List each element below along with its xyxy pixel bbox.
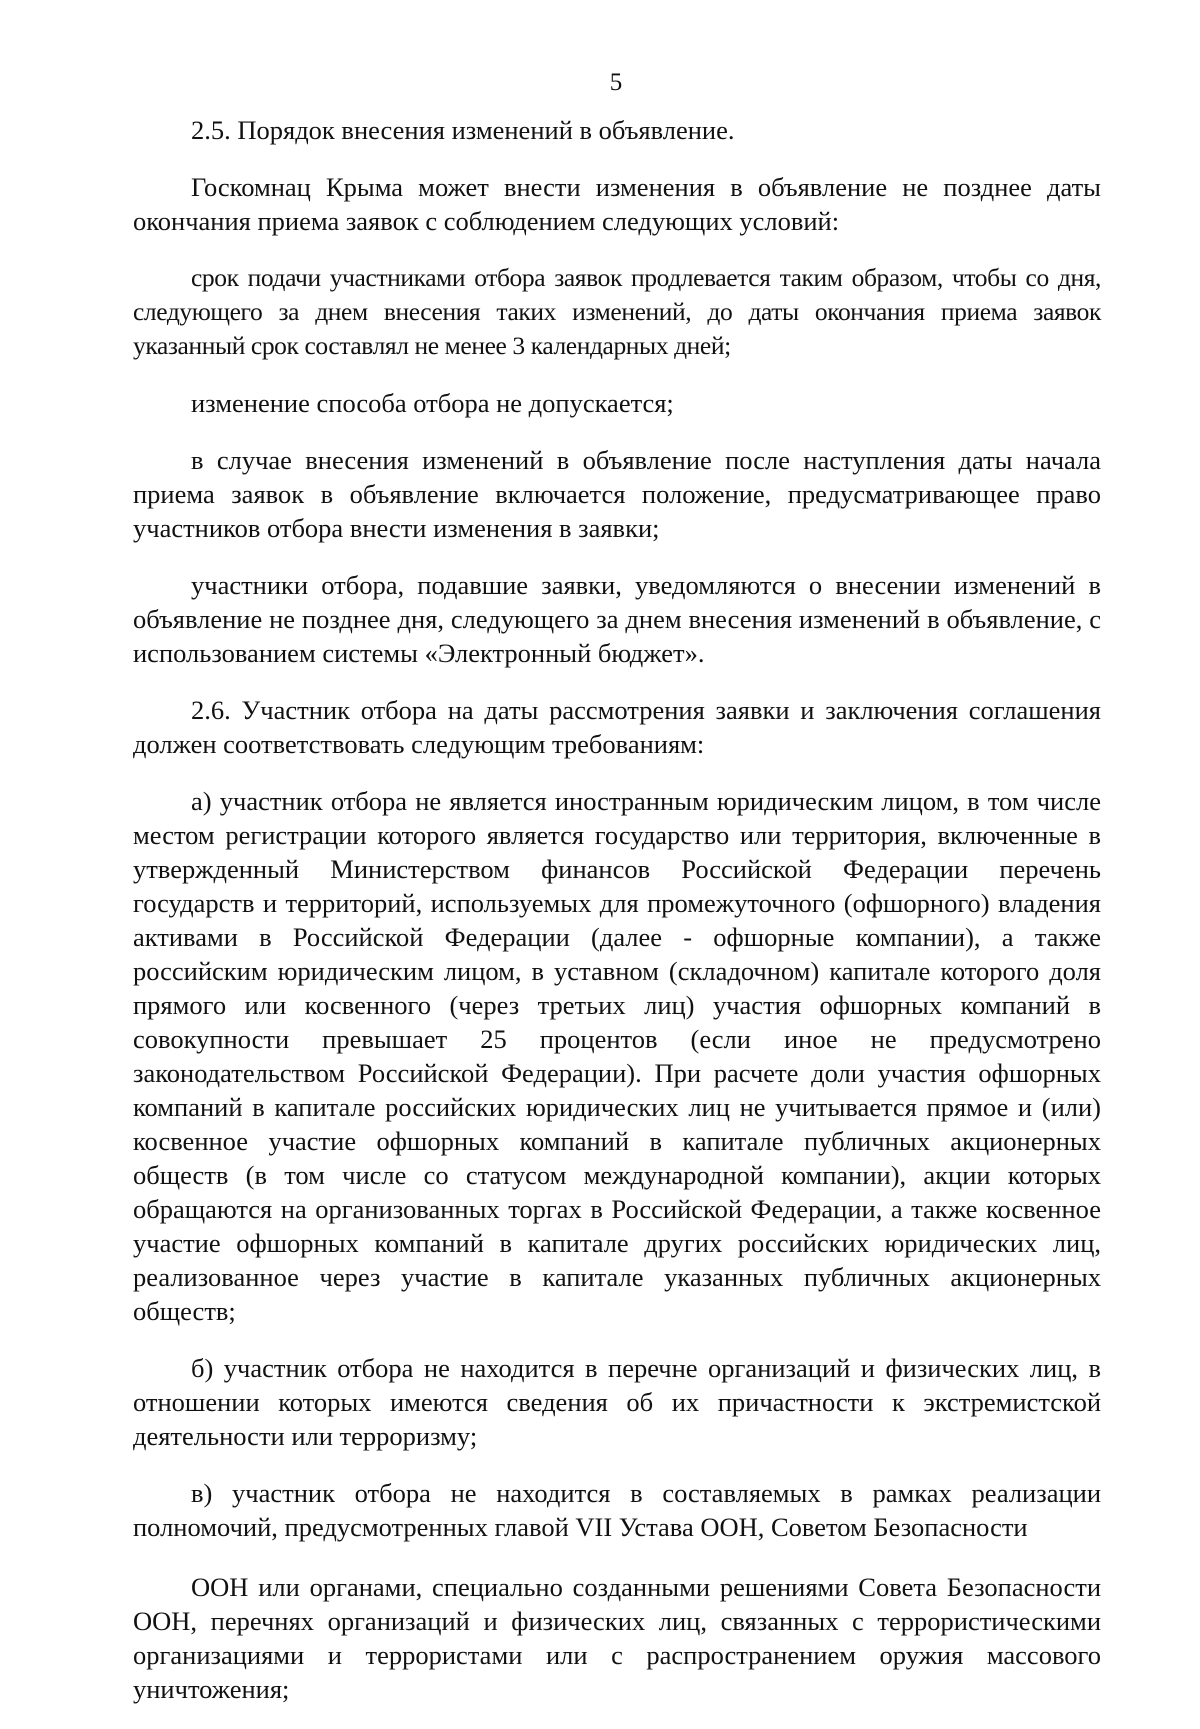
paragraph-requirement-v: в) участник отбора не находится в составляемых в рамках реализации полномочий, предусмотренных главой VII Устава ООН, Советом Безопасности [133,1478,1101,1542]
paragraph-requirement-v-continued: ООН или органами, специально созданными решениями Совета Безопасности ООН, перечнях организаций и физических лиц, связанных с террористическими организациями и террористами или с распространением оружия массового уничтожения; [133,1572,1101,1704]
paragraph-participant-notification: участники отбора, подавшие заявки, уведомляются о внесении изменений в объявление не позднее дня, следующего за днем внесения изменений в объявление, с использованием системы «Электронный бюджет». [133,570,1101,668]
paragraph-requirement-a: а) участник отбора не является иностранным юридическим лицом, в том числе местом регистрации которого является государство или территория, включенные в утвержденный Министерством финансов Российской Федерации перечень государств и территорий, используемых для промежуточного (офшорного) владения активами в Российской Федерации (далее - офшорные компании), а также российским юридическим лицом, в уставном (складочном) капитале которого доля прямого или косвенного (через третьих лиц) участия офшорных компаний в совокупности превышает 25 процентов (если иное не предусмотрено законодательством Российской Федерации). При расчете доли участия офшорных компаний в капитале российских юридических лиц не учитывается прямое и (или) косвенное участие офшорных компаний в капитале публичных акционерных обществ (в том числе со статусом международной компании), акции которых обращаются на организованных торгах в Российской Федерации, а также косвенное участие офшорных компаний в капитале других российских юридических лиц, реализованное через участие в капитале указанных публичных акционерных обществ; [133,786,1101,1326]
section-heading-2-5: 2.5. Порядок внесения изменений в объявление. [191,115,735,145]
page-number: 5 [609,69,623,96]
paragraph-deadline-extension: срок подачи участниками отбора заявок продлевается таким образом, чтобы со дня, следующего за днем внесения таких изменений, до даты окончания приема заявок указанный срок составлял не менее 3 календарных дней; [133,263,1101,360]
paragraph-requirement-b: б) участник отбора не находится в перечне организаций и физических лиц, в отношении которых имеются сведения об их причастности к экстремистской деятельности или терроризму; [133,1353,1101,1451]
paragraph-method-change: изменение способа отбора не допускается; [191,388,674,418]
document-body [133,113,1101,1729]
paragraph-application-changes: в случае внесения изменений в объявление после наступления даты начала приема заявок в объявление включается положение, предусматривающее право участников отбора внести изменения в заявки; [133,445,1101,543]
section-heading-2-6: 2.6. Участник отбора на даты рассмотрения заявки и заключения соглашения должен соответствовать следующим требованиям: [133,695,1101,759]
paragraph-amendment-intro: Госкомнац Крыма может внести изменения в объявление не позднее даты окончания приема заявок с соблюдением следующих условий: [133,172,1101,236]
